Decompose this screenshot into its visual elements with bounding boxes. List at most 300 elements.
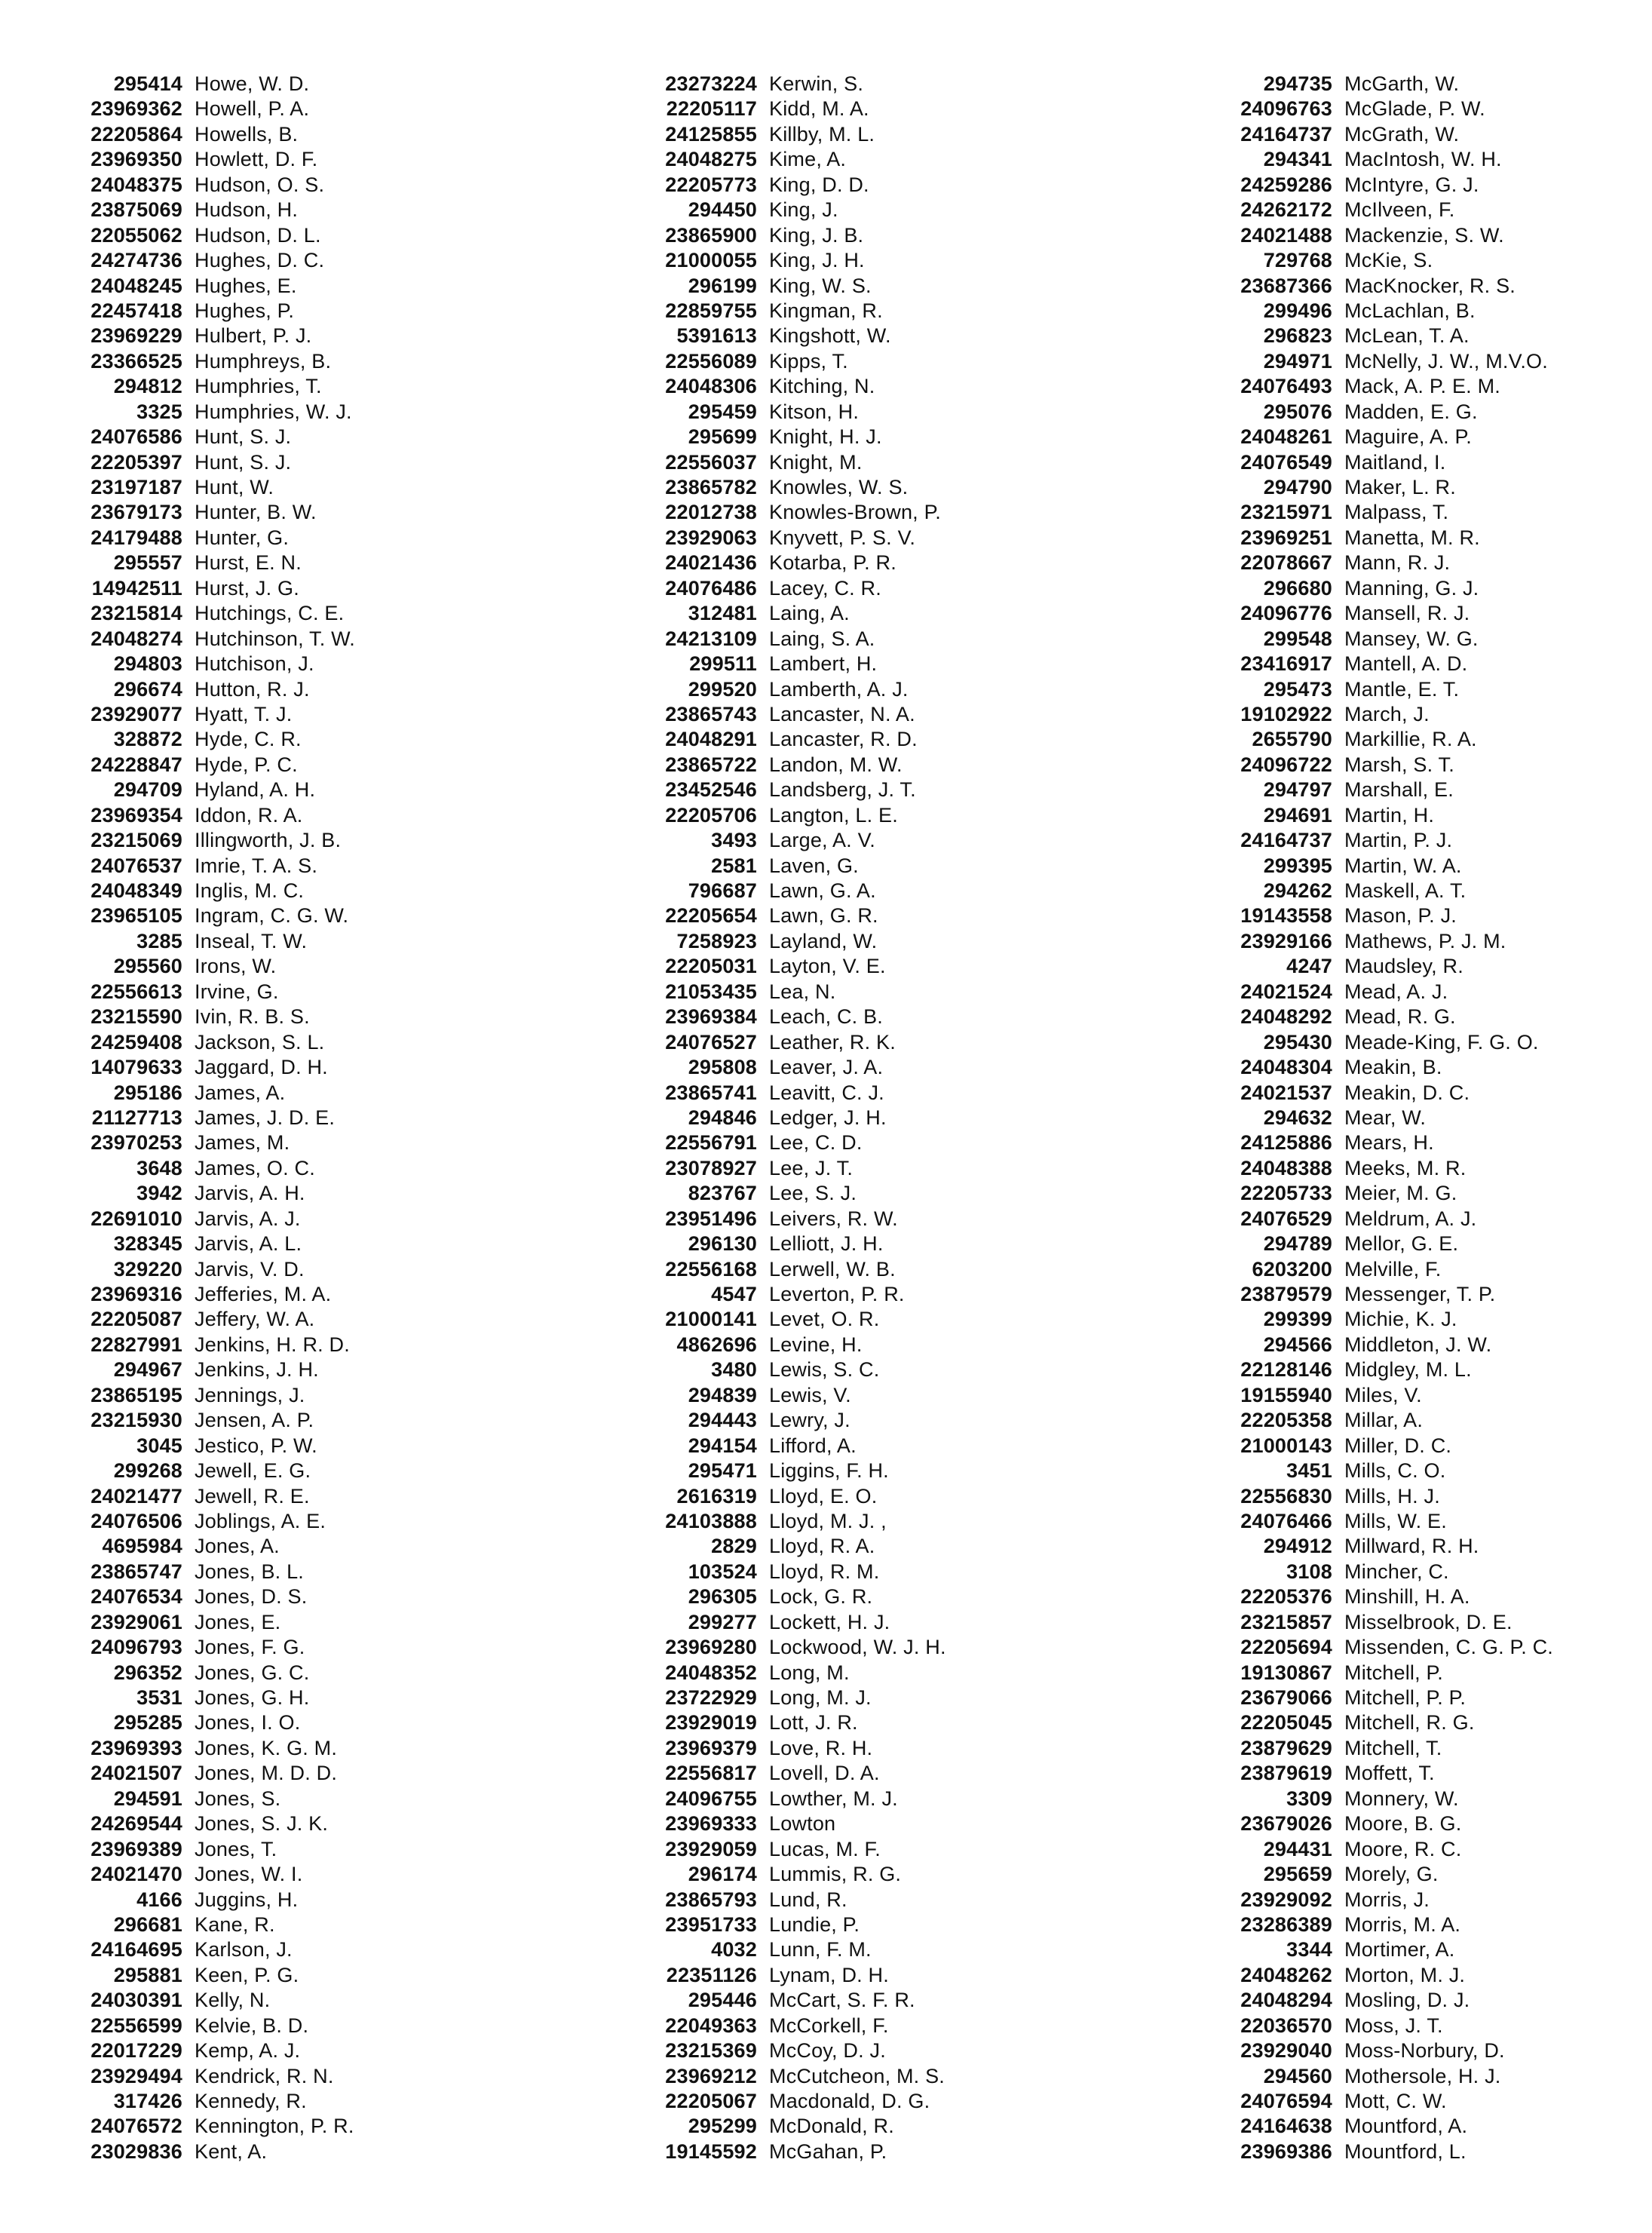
person-name: Hurst, E. N. (195, 551, 302, 575)
list-item (590, 1510, 1117, 1535)
service-number: 24164737 (1240, 122, 1332, 146)
list-item (15, 829, 543, 854)
service-number: 24021436 (665, 551, 757, 575)
service-number: 294803 (113, 652, 182, 676)
list-item (15, 299, 543, 324)
service-number: 23215069 (90, 829, 182, 852)
list-item (1165, 1661, 1652, 1686)
person-name: Lloyd, E. O. (769, 1484, 878, 1508)
service-number: 24048388 (1240, 1156, 1332, 1179)
service-number: 22205117 (666, 97, 757, 121)
list-item (15, 1989, 543, 2014)
list-item (15, 1535, 543, 1560)
list-item (590, 72, 1117, 97)
list-item (590, 324, 1117, 349)
list-item (1165, 778, 1652, 803)
list-item (590, 1838, 1117, 1863)
person-name: Moss-Norbury, D. (1344, 2039, 1505, 2063)
person-name: Lloyd, R. M. (769, 1560, 880, 1583)
person-name: Lifford, A. (769, 1434, 857, 1457)
person-name: Jackson, S. L. (195, 1030, 325, 1054)
service-number: 22205045 (1240, 1711, 1332, 1735)
list-item (15, 324, 543, 349)
list-item (15, 804, 543, 829)
service-number: 23865195 (90, 1383, 182, 1406)
person-name: Miles, V. (1344, 1383, 1422, 1406)
service-number: 294912 (1263, 1535, 1332, 1558)
person-name: Knyvett, P. S. V. (769, 526, 916, 549)
person-name: Keen, P. G. (195, 1963, 299, 1986)
service-number: 19102922 (1240, 702, 1332, 725)
service-number: 294971 (1263, 349, 1332, 373)
person-name: Mincher, C. (1344, 1560, 1449, 1583)
person-name: Morris, M. A. (1344, 1912, 1461, 1936)
service-number: 295285 (113, 1711, 182, 1735)
list-item (590, 1056, 1117, 1081)
service-number: 24048304 (1240, 1056, 1332, 1079)
list-item (590, 1888, 1117, 1913)
service-number: 22205376 (1240, 1585, 1332, 1609)
service-number: 294591 (113, 1787, 182, 1810)
list-item (1165, 173, 1652, 198)
person-name: Lund, R. (769, 1888, 847, 1911)
list-item (1165, 1863, 1652, 1888)
list-item (1165, 1182, 1652, 1207)
person-name: Missenden, C. G. P. C. (1344, 1636, 1554, 1659)
service-number: 5391613 (676, 324, 757, 348)
service-number: 24125855 (665, 122, 757, 146)
service-number: 23969389 (90, 1837, 182, 1860)
person-name: Humphreys, B. (195, 349, 332, 373)
person-name: Howells, B. (195, 122, 299, 146)
person-name: Jones, M. D. D. (195, 1762, 338, 1785)
person-name: Melville, F. (1344, 1257, 1442, 1281)
person-name: Moore, B. G. (1344, 1812, 1462, 1836)
service-number: 23679066 (1240, 1686, 1332, 1709)
list-item (590, 2115, 1117, 2139)
list-item (590, 829, 1117, 854)
service-number: 796687 (688, 879, 757, 902)
service-number: 294566 (1263, 1333, 1332, 1356)
list-item (590, 753, 1117, 778)
list-item (15, 627, 543, 652)
list-item (15, 1409, 543, 1434)
list-item (15, 526, 543, 551)
service-number: 328345 (113, 1232, 182, 1256)
list-item (590, 1787, 1117, 1812)
person-name: Mills, H. J. (1344, 1484, 1440, 1508)
service-number: 22827991 (90, 1333, 182, 1356)
list-item (590, 1636, 1117, 1661)
service-number: 22556613 (90, 980, 182, 1003)
service-number: 23969316 (90, 1283, 182, 1305)
service-number: 296681 (113, 1912, 182, 1936)
person-name: Lowton (769, 1812, 836, 1836)
service-number: 3108 (1286, 1560, 1332, 1583)
service-number: 296680 (1263, 576, 1332, 600)
person-name: McGahan, P. (769, 2139, 887, 2163)
list-item (590, 1711, 1117, 1736)
list-column-1 (15, 72, 543, 2165)
service-number: 6203200 (1252, 1257, 1332, 1281)
person-name: Mansell, R. J. (1344, 602, 1470, 625)
service-number: 295186 (113, 1081, 182, 1104)
person-name: Howell, P. A. (195, 97, 310, 121)
service-number: 294560 (1263, 2064, 1332, 2087)
person-name: Lundie, P. (769, 1912, 860, 1936)
person-name: Juggins, H. (195, 1888, 299, 1911)
person-name: Kingman, R. (769, 299, 883, 322)
person-name: Lewry, J. (769, 1409, 851, 1432)
service-number: 24076572 (90, 2115, 182, 2138)
service-number: 296823 (1263, 324, 1332, 348)
list-item (1165, 350, 1652, 375)
list-item (590, 1333, 1117, 1358)
service-number: 3493 (711, 829, 757, 852)
service-number: 24259408 (90, 1030, 182, 1054)
person-name: Mead, R. G. (1344, 1005, 1456, 1029)
person-name: Moss, J. T. (1344, 2014, 1443, 2037)
service-number: 23865782 (665, 476, 757, 498)
service-number: 23215590 (90, 1005, 182, 1029)
service-number: 23865747 (90, 1560, 182, 1583)
person-name: Joblings, A. E. (195, 1509, 326, 1532)
person-name: McIntyre, G. J. (1344, 173, 1479, 196)
person-name: Inseal, T. W. (195, 929, 308, 952)
service-number: 23215857 (1240, 1610, 1332, 1633)
service-number: 4547 (711, 1283, 757, 1305)
person-name: Mathews, P. J. M. (1344, 929, 1506, 952)
list-item (15, 753, 543, 778)
person-name: Michie, K. J. (1344, 1308, 1457, 1331)
service-number: 294450 (688, 198, 757, 222)
list-item (590, 1232, 1117, 1257)
person-name: Lambert, H. (769, 652, 878, 676)
service-number: 295557 (113, 551, 182, 575)
list-item (15, 1913, 543, 1938)
service-number: 295076 (1263, 400, 1332, 423)
list-item (590, 1964, 1117, 1989)
list-item (15, 955, 543, 980)
service-number: 23879619 (1240, 1762, 1332, 1785)
list-item (15, 1737, 543, 1762)
list-item (1165, 955, 1652, 980)
list-item (590, 930, 1117, 955)
list-item (590, 1913, 1117, 1938)
service-number: 23687366 (1240, 274, 1332, 297)
person-name: Jones, E. (195, 1610, 281, 1633)
person-name: Maker, L. R. (1344, 476, 1456, 498)
service-number: 294812 (113, 375, 182, 398)
list-item (15, 72, 543, 97)
service-number: 3325 (136, 400, 182, 423)
person-name: Humphries, W. J. (195, 400, 352, 423)
list-item (1165, 299, 1652, 324)
service-number: 299548 (1263, 627, 1332, 650)
service-number: 24213109 (665, 627, 757, 650)
service-number: 294790 (1263, 476, 1332, 498)
list-item (1165, 1434, 1652, 1459)
service-number: 312481 (688, 602, 757, 625)
service-number: 23865900 (665, 223, 757, 247)
person-name: Layton, V. E. (769, 955, 886, 978)
service-number: 3648 (136, 1156, 182, 1179)
list-item (15, 1358, 543, 1383)
service-number: 295699 (688, 425, 757, 449)
person-name: Morton, M. J. (1344, 1963, 1466, 1986)
list-item (15, 1510, 543, 1535)
service-number: 4247 (1286, 955, 1332, 978)
list-item (590, 198, 1117, 223)
list-item (1165, 1485, 1652, 1510)
service-number: 23865793 (665, 1888, 757, 1911)
list-item (1165, 324, 1652, 349)
list-item (590, 1485, 1117, 1510)
service-number: 23969280 (665, 1636, 757, 1659)
person-name: Marsh, S. T. (1344, 753, 1454, 776)
service-number: 3451 (1286, 1459, 1332, 1483)
list-item (15, 1560, 543, 1585)
list-item (15, 275, 543, 299)
person-name: Jones, F. G. (195, 1636, 305, 1659)
person-name: Ivin, R. B. S. (195, 1005, 310, 1029)
person-name: Laing, S. A. (769, 627, 875, 650)
list-item (1165, 2039, 1652, 2064)
list-item (1165, 1737, 1652, 1762)
person-name: McGarth, W. (1344, 72, 1460, 95)
service-number: 22556089 (665, 349, 757, 373)
list-item (590, 1434, 1117, 1459)
person-name: Inglis, M. C. (195, 879, 305, 902)
list-item (590, 602, 1117, 627)
service-number: 24021477 (90, 1484, 182, 1508)
person-name: McLachlan, B. (1344, 299, 1476, 322)
service-number: 294691 (1263, 803, 1332, 827)
service-number: 24048262 (1240, 1963, 1332, 1986)
person-name: Jarvis, V. D. (195, 1257, 305, 1281)
service-number: 22205773 (665, 173, 757, 196)
person-name: Hudson, O. S. (195, 173, 325, 196)
person-name: McLean, T. A. (1344, 324, 1470, 348)
list-item (1165, 1081, 1652, 1106)
person-name: Jones, S. (195, 1787, 281, 1810)
service-number: 296352 (113, 1661, 182, 1684)
service-number: 22049363 (665, 2014, 757, 2037)
person-name: Knight, M. (769, 450, 863, 474)
person-name: Kitson, H. (769, 400, 860, 423)
service-number: 23969362 (90, 97, 182, 121)
list-item (15, 1711, 543, 1736)
list-item (15, 1182, 543, 1207)
person-name: Kane, R. (195, 1912, 275, 1936)
list-item (1165, 829, 1652, 854)
service-number: 23929077 (90, 702, 182, 725)
service-number: 329220 (113, 1257, 182, 1281)
list-item (590, 652, 1117, 677)
service-number: 294839 (688, 1383, 757, 1406)
service-number: 23929061 (90, 1610, 182, 1633)
list-item (590, 451, 1117, 476)
service-number: 24048352 (665, 1661, 757, 1684)
service-number: 24076586 (90, 425, 182, 449)
person-name: Jensen, A. P. (195, 1409, 314, 1432)
person-name: Mack, A. P. E. M. (1344, 375, 1500, 398)
person-name: McNelly, J. W., M.V.O. (1344, 349, 1548, 373)
service-number: 295659 (1263, 1863, 1332, 1886)
service-number: 294967 (113, 1358, 182, 1382)
list-item (15, 551, 543, 576)
service-number: 22205087 (90, 1308, 182, 1331)
person-name: Meeks, M. R. (1344, 1156, 1467, 1179)
person-name: Lamberth, A. J. (769, 677, 909, 701)
list-item (1165, 1031, 1652, 1056)
list-item (15, 1485, 543, 1510)
list-item (15, 1207, 543, 1232)
list-item (15, 476, 543, 501)
service-number: 294341 (1263, 148, 1332, 171)
list-item (15, 2140, 543, 2165)
person-name: Kent, A. (195, 2139, 268, 2163)
person-name: Long, M. (769, 1661, 850, 1684)
person-name: Mitchell, P. (1344, 1661, 1443, 1684)
service-number: 295471 (688, 1459, 757, 1483)
person-name: Landon, M. W. (769, 753, 903, 776)
list-item (1165, 1964, 1652, 1989)
list-item (1165, 1711, 1652, 1736)
person-name: MacKnocker, R. S. (1344, 274, 1516, 297)
service-number: 24076486 (665, 576, 757, 600)
list-item (1165, 1838, 1652, 1863)
service-number: 23969251 (1240, 526, 1332, 549)
service-number: 294431 (1263, 1837, 1332, 1860)
service-number: 23929019 (665, 1711, 757, 1735)
person-name: Jarvis, A. L. (195, 1232, 302, 1256)
person-name: Moffett, T. (1344, 1762, 1435, 1785)
service-number: 24030391 (90, 1989, 182, 2012)
person-name: Lawn, G. A. (769, 879, 876, 902)
person-name: Meade-King, F. G. O. (1344, 1030, 1539, 1054)
service-number: 22556037 (665, 450, 757, 474)
service-number: 22205706 (665, 803, 757, 827)
person-name: MacIntosh, W. H. (1344, 148, 1502, 171)
list-item (590, 275, 1117, 299)
person-name: Jones, I. O. (195, 1711, 301, 1735)
person-name: Kitching, N. (769, 375, 875, 398)
service-number: 23879579 (1240, 1283, 1332, 1305)
list-item (1165, 804, 1652, 829)
person-name: Kipps, T. (769, 349, 848, 373)
list-item (1165, 1459, 1652, 1484)
service-number: 14942511 (91, 576, 182, 600)
list-item (15, 652, 543, 677)
list-item (1165, 198, 1652, 223)
service-number: 823767 (688, 1182, 757, 1205)
list-item (15, 224, 543, 249)
service-number: 23215930 (90, 1409, 182, 1432)
list-item (590, 2039, 1117, 2064)
service-number: 23273224 (665, 72, 757, 95)
service-number: 22205733 (1240, 1182, 1332, 1205)
list-item (590, 1686, 1117, 1711)
list-item (15, 1333, 543, 1358)
list-item (15, 904, 543, 929)
list-item (590, 375, 1117, 400)
service-number: 4862696 (676, 1333, 757, 1356)
service-number: 296674 (113, 677, 182, 701)
service-number: 22205694 (1240, 1636, 1332, 1659)
list-item (590, 400, 1117, 425)
service-number: 23286389 (1240, 1912, 1332, 1936)
person-name: Lucas, M. F. (769, 1837, 881, 1860)
service-number: 24228847 (90, 753, 182, 776)
person-name: Jenkins, H. R. D. (195, 1333, 350, 1356)
list-item (15, 2090, 543, 2115)
person-name: Kennedy, R. (195, 2090, 307, 2112)
list-item (15, 501, 543, 526)
list-item (590, 299, 1117, 324)
list-item (590, 778, 1117, 803)
service-number: 14079633 (90, 1056, 182, 1079)
person-name: Lee, J. T. (769, 1156, 854, 1179)
person-name: Midgley, M. L. (1344, 1358, 1472, 1382)
person-name: Kelly, N. (195, 1989, 271, 2012)
person-name: McCorkell, F. (769, 2014, 889, 2037)
list-item (590, 1989, 1117, 2014)
service-number: 294262 (1263, 879, 1332, 902)
service-number: 294797 (1263, 778, 1332, 802)
service-number: 19145592 (665, 2139, 757, 2163)
service-number: 23722929 (665, 1686, 757, 1709)
person-name: Iddon, R. A. (195, 803, 303, 827)
person-name: Leaver, J. A. (769, 1056, 884, 1079)
person-name: King, W. S. (769, 274, 872, 297)
person-name: Mackenzie, S. W. (1344, 223, 1504, 247)
service-number: 21127713 (91, 1106, 182, 1129)
person-name: Jewell, E. G. (195, 1459, 311, 1483)
service-number: 299268 (113, 1459, 182, 1483)
list-item (15, 602, 543, 627)
person-name: Lancaster, R. D. (769, 728, 918, 751)
list-item (1165, 1131, 1652, 1156)
person-name: Hughes, E. (195, 274, 297, 297)
person-name: Ledger, J. H. (769, 1106, 887, 1129)
person-name: Hunter, G. (195, 526, 290, 549)
person-name: Lloyd, M. J. , (769, 1509, 887, 1532)
person-name: Knowles, W. S. (769, 476, 909, 498)
service-number: 295446 (688, 1989, 757, 2012)
service-number: 23929092 (1240, 1888, 1332, 1911)
service-number: 24096763 (1240, 97, 1332, 121)
person-name: Kerwin, S. (769, 72, 864, 95)
person-name: Mitchell, R. G. (1344, 1711, 1475, 1735)
list-item (590, 123, 1117, 148)
service-number: 24103888 (665, 1509, 757, 1532)
service-number: 19130867 (1240, 1661, 1332, 1684)
list-item (1165, 275, 1652, 299)
person-name: Hutchinson, T. W. (195, 627, 355, 650)
person-name: Lacey, C. R. (769, 576, 881, 600)
person-name: Leverton, P. R. (769, 1283, 905, 1305)
list-item (1165, 980, 1652, 1005)
service-number: 296130 (688, 1232, 757, 1256)
service-number: 23679026 (1240, 1812, 1332, 1836)
person-name: Ingram, C. G. W. (195, 904, 349, 928)
list-item (590, 1938, 1117, 1963)
service-number: 294443 (688, 1409, 757, 1432)
service-number: 24076529 (1240, 1207, 1332, 1230)
person-name: Leavitt, C. J. (769, 1081, 884, 1104)
list-item (15, 198, 543, 223)
